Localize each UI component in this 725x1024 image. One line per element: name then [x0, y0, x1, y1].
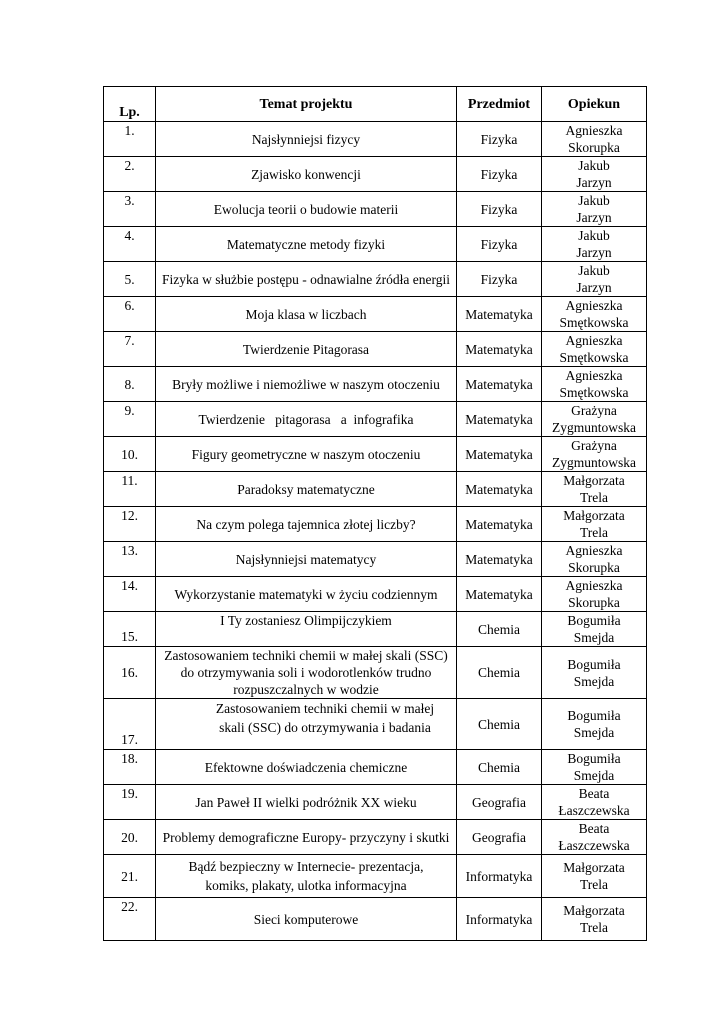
tutor-first-name: Grażyna: [571, 403, 617, 418]
row-number: 12.: [104, 507, 156, 542]
project-topic: Fizyka w służbie postępu - odnawialne źródła energii: [156, 262, 457, 297]
tutor-last-name: Trela: [579, 525, 608, 540]
project-topic: Bądź bezpieczny w Internecie- prezentacja, komiks, plakaty, ulotka informacyjna: [156, 855, 457, 898]
project-subject: Chemia: [457, 612, 542, 647]
table-row: [104, 192, 647, 227]
table-row: [104, 472, 647, 507]
project-subject: Fizyka: [457, 192, 542, 227]
project-topic: Paradoksy matematyczne: [156, 472, 457, 507]
tutor-last-name: Smętkowska: [559, 350, 629, 365]
table-row: [104, 367, 647, 402]
tutor-first-name: Bogumiła: [567, 613, 621, 628]
project-subject: Matematyka: [457, 507, 542, 542]
tutor-first-name: Bogumiła: [567, 656, 621, 672]
row-number: 9.: [104, 402, 156, 437]
tutor-last-name: Trela: [579, 490, 608, 505]
project-subject: Geografia: [457, 785, 542, 820]
tutor-last-name: Smejda: [573, 630, 615, 645]
project-topic-text: Zastosowaniem techniki chemii w małej skali (SSC) do otrzymywania i badania: [215, 701, 435, 735]
project-topic: Zastosowaniem techniki chemii w małej skali (SSC) do otrzymywania soli i wodorotlenków trudno rozpuszczalnych w wodzie: [156, 647, 457, 699]
project-tutor: [542, 297, 647, 332]
table-row: [104, 898, 647, 941]
project-topic: Sieci komputerowe: [156, 898, 457, 941]
tutor-last-name: Smejda: [573, 725, 615, 740]
header-row: [104, 87, 647, 122]
tutor-first-name: Jakub: [578, 228, 610, 243]
project-subject: Matematyka: [457, 542, 542, 577]
tutor-first-name: Agnieszka: [565, 123, 623, 138]
row-number: 20.: [104, 820, 156, 855]
tutor-first-name: Bogumiła: [567, 751, 621, 766]
project-subject: Matematyka: [457, 437, 542, 472]
project-subject: Chemia: [457, 750, 542, 785]
table-row: [104, 507, 647, 542]
table-row: [104, 647, 647, 699]
tutor-last-name: Skorupka: [568, 140, 620, 155]
tutor-last-name: Smętkowska: [559, 385, 629, 400]
project-topic: Moja klasa w liczbach: [156, 297, 457, 332]
tutor-first-name: Bogumiła: [567, 708, 621, 723]
project-topic: Najsłynniejsi matematycy: [156, 542, 457, 577]
row-number: 11.: [104, 472, 156, 507]
tutor-first-name: Jakub: [578, 193, 610, 208]
row-number: 18.: [104, 750, 156, 785]
table-row: [104, 542, 647, 577]
project-subject: Matematyka: [457, 577, 542, 612]
project-subject: Matematyka: [457, 472, 542, 507]
table-row: [104, 750, 647, 785]
row-number: 13.: [104, 542, 156, 577]
project-tutor: [542, 192, 647, 227]
tutor-last-name: Skorupka: [568, 595, 620, 610]
project-subject: Matematyka: [457, 297, 542, 332]
project-subject: Matematyka: [457, 367, 542, 402]
row-number: 15.: [104, 612, 156, 647]
project-tutor: [542, 647, 647, 699]
projects-table: [103, 86, 647, 941]
project-topic: I Ty zostaniesz Olimpijczykiem: [156, 612, 457, 647]
table-row: [104, 699, 647, 750]
project-tutor: [542, 402, 647, 437]
tutor-last-name: Trela: [579, 877, 608, 892]
project-tutor: [542, 437, 647, 472]
table-row: [104, 262, 647, 297]
tutor-first-name: Beata: [578, 786, 610, 801]
row-number: 19.: [104, 785, 156, 820]
tutor-first-name: Jakub: [578, 158, 610, 173]
project-tutor: [542, 262, 647, 297]
table-row: [104, 577, 647, 612]
project-subject: Chemia: [457, 647, 542, 699]
tutor-first-name: Agnieszka: [565, 298, 623, 313]
project-subject: Fizyka: [457, 122, 542, 157]
project-topic: Ewolucja teorii o budowie materii: [156, 192, 457, 227]
row-number: 14.: [104, 577, 156, 612]
project-tutor: [542, 472, 647, 507]
row-number: 7.: [104, 332, 156, 367]
tutor-first-name: Małgorzata: [563, 473, 625, 488]
project-topic: Efektowne doświadczenia chemiczne: [156, 750, 457, 785]
project-topic: Jan Paweł II wielki podróżnik XX wieku: [156, 785, 457, 820]
tutor-first-name: Agnieszka: [565, 543, 623, 558]
row-number: 4.: [104, 227, 156, 262]
tutor-first-name: Beata: [578, 821, 610, 836]
row-number: 3.: [104, 192, 156, 227]
project-tutor: [542, 699, 647, 750]
project-subject: Informatyka: [457, 898, 542, 941]
row-number: 17.: [104, 699, 156, 750]
project-tutor: [542, 332, 647, 367]
table-row: [104, 855, 647, 898]
project-tutor: [542, 612, 647, 647]
project-topic: [156, 699, 457, 750]
row-number: 22.: [104, 898, 156, 941]
header-topic: Temat projektu: [156, 87, 457, 122]
tutor-last-name: Jarzyn: [576, 280, 612, 295]
table-row: [104, 157, 647, 192]
tutor-last-name: Smejda: [573, 673, 615, 689]
tutor-first-name: Grażyna: [571, 438, 617, 453]
header-tutor: Opiekun: [542, 87, 647, 122]
project-subject: Chemia: [457, 699, 542, 750]
tutor-last-name: Trela: [579, 920, 608, 935]
tutor-first-name: Małgorzata: [563, 860, 625, 875]
project-tutor: [542, 898, 647, 941]
tutor-last-name: Łaszczewska: [558, 838, 630, 853]
row-number: 1.: [104, 122, 156, 157]
project-tutor: [542, 507, 647, 542]
tutor-first-name: Agnieszka: [565, 333, 623, 348]
project-subject: Matematyka: [457, 332, 542, 367]
row-number: 6.: [104, 297, 156, 332]
tutor-last-name: Łaszczewska: [558, 803, 630, 818]
project-topic: Na czym polega tajemnica złotej liczby?: [156, 507, 457, 542]
table-row: [104, 820, 647, 855]
project-tutor: [542, 820, 647, 855]
project-topic: Problemy demograficzne Europy- przyczyny i skutki: [156, 820, 457, 855]
row-number: 16.: [104, 647, 156, 699]
project-topic: Twierdzenie Pitagorasa: [156, 332, 457, 367]
project-tutor: [542, 785, 647, 820]
project-topic: Figury geometryczne w naszym otoczeniu: [156, 437, 457, 472]
table-row: [104, 785, 647, 820]
tutor-first-name: Małgorzata: [563, 508, 625, 523]
tutor-last-name: Zygmuntowska: [552, 420, 636, 435]
table-row: [104, 122, 647, 157]
project-topic: Zjawisko konwencji: [156, 157, 457, 192]
tutor-first-name: Małgorzata: [563, 903, 625, 918]
tutor-last-name: Jarzyn: [576, 210, 612, 225]
row-number: 21.: [104, 855, 156, 898]
project-tutor: [542, 157, 647, 192]
table-row: [104, 227, 647, 262]
project-subject: Informatyka: [457, 855, 542, 898]
project-topic: Bryły możliwe i niemożliwe w naszym otoczeniu: [156, 367, 457, 402]
project-tutor: [542, 750, 647, 785]
table-row: [104, 437, 647, 472]
project-tutor: [542, 855, 647, 898]
row-number: 10.: [104, 437, 156, 472]
project-subject: Geografia: [457, 820, 542, 855]
row-number: 8.: [104, 367, 156, 402]
project-subject: Fizyka: [457, 227, 542, 262]
tutor-last-name: Smejda: [573, 768, 615, 783]
tutor-last-name: Zygmuntowska: [552, 455, 636, 470]
tutor-last-name: Jarzyn: [576, 245, 612, 260]
project-topic: Twierdzenie pitagorasa a infografika: [156, 402, 457, 437]
project-topic: Najsłynniejsi fizycy: [156, 122, 457, 157]
project-tutor: [542, 577, 647, 612]
tutor-first-name: Jakub: [578, 263, 610, 278]
tutor-first-name: Agnieszka: [565, 368, 623, 383]
project-subject: Matematyka: [457, 402, 542, 437]
tutor-last-name: Skorupka: [568, 560, 620, 575]
table-row: [104, 297, 647, 332]
project-tutor: [542, 542, 647, 577]
header-lp: Lp.: [104, 87, 156, 122]
project-topic: Matematyczne metody fizyki: [156, 227, 457, 262]
project-subject: Fizyka: [457, 157, 542, 192]
project-tutor: [542, 122, 647, 157]
table-row: [104, 612, 647, 647]
tutor-last-name: Jarzyn: [576, 175, 612, 190]
header-subject: Przedmiot: [457, 87, 542, 122]
table-row: [104, 402, 647, 437]
project-topic: Wykorzystanie matematyki w życiu codziennym: [156, 577, 457, 612]
tutor-first-name: Agnieszka: [565, 578, 623, 593]
project-tutor: [542, 227, 647, 262]
project-subject: Fizyka: [457, 262, 542, 297]
row-number: 2.: [104, 157, 156, 192]
tutor-last-name: Smętkowska: [559, 315, 629, 330]
row-number: 5.: [104, 262, 156, 297]
project-tutor: [542, 367, 647, 402]
table-row: [104, 332, 647, 367]
